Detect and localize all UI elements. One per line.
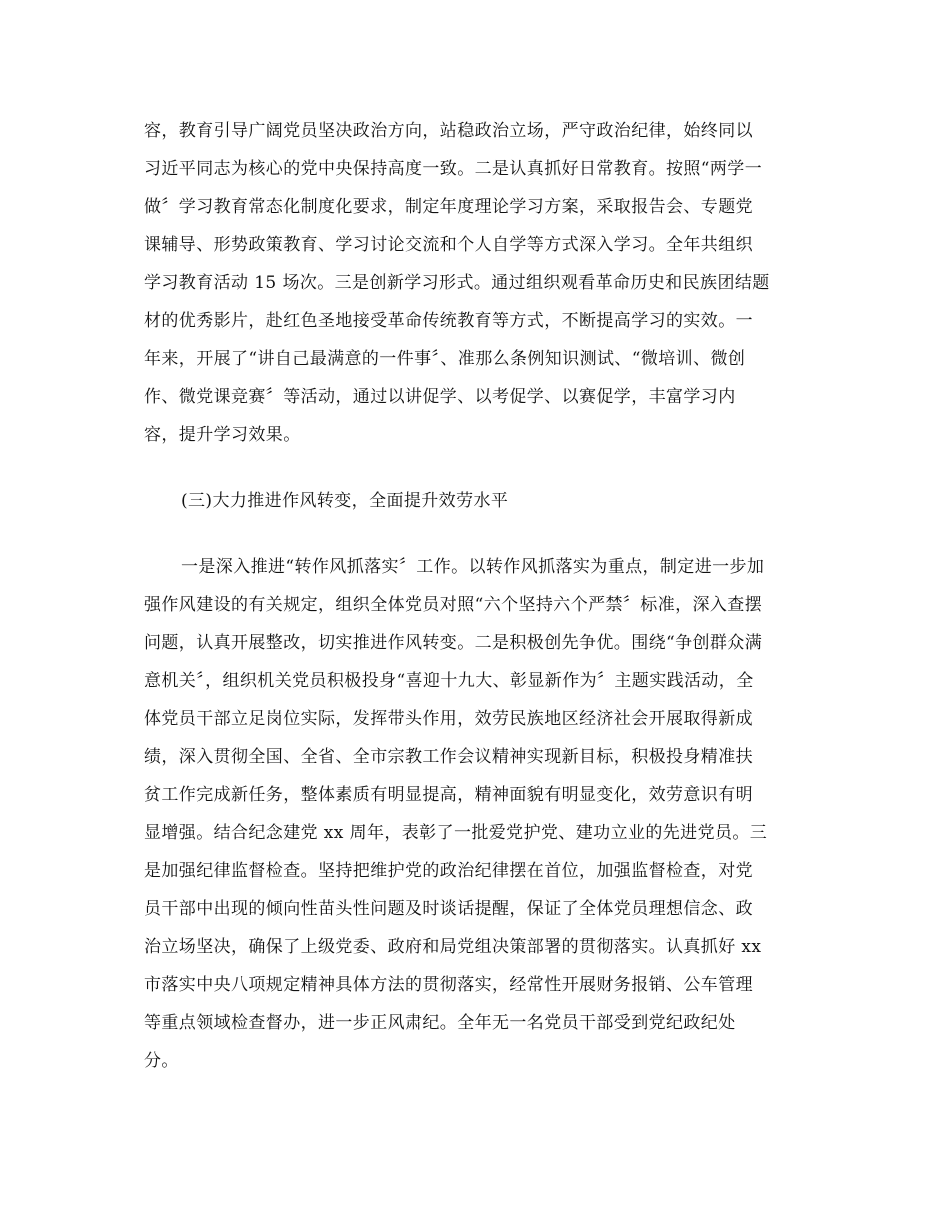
paragraph-2-line-10: 员干部中出现的倾向性苗头性问题及时谈话提醒，保证了全体党员理想信念、政 xyxy=(144,899,753,919)
paragraph-2-line-8: 显增强。结合纪念建党 xx 周年，表彰了一批爱党护党、建功立业的先进党员。三 xyxy=(144,823,768,843)
paragraph-2-line-1: 一是深入推进“转作风抓落实〞工作。以转作风抓落实为重点，制定进一步加 xyxy=(181,557,765,577)
paragraph-2-line-9: 是加强纪律监督检查。坚持把维护党的政治纪律摆在首位，加强监督检查，对党 xyxy=(144,861,753,881)
paragraph-2-line-7: 贫工作完成新任务，整体素质有明显提高，精神面貌有明显变化，效劳意识有明 xyxy=(144,785,753,805)
paragraph-1-line-8: 作、微党课竞赛〞等活动，通过以讲促学、以考促学、以赛促学，丰富学习内 xyxy=(144,387,736,407)
paragraph-2-line-6: 绩，深入贯彻全国、全省、全市宗教工作会议精神实现新目标，积极投身精准扶 xyxy=(144,747,753,767)
paragraph-1-line-2: 习近平同志为核心的党中央保持高度一致。二是认真抓好日常教育。按照“两学一 xyxy=(144,159,763,179)
paragraph-1-line-4: 课辅导、形势政策教育、学习讨论交流和个人自学等方式深入学习。全年共组织 xyxy=(144,235,753,255)
paragraph-2-line-5: 体党员干部立足岗位实际，发挥带头作用，效劳民族地区经济社会开展取得新成 xyxy=(144,709,753,729)
paragraph-1-line-5: 学习教育活动 15 场次。三是创新学习形式。通过组织观看革命历史和民族团结题 xyxy=(144,273,770,293)
paragraph-2-line-2: 强作风建设的有关规定，组织全体党员对照“六个坚持六个严禁〞标准，深入查摆 xyxy=(144,595,763,615)
paragraph-2-line-4: 意机关〞，组织机关党员积极投身“喜迎十九大、彰显新作为〞主题实践活动，全 xyxy=(144,671,754,691)
paragraph-1-line-9: 容，提升学习效果。 xyxy=(144,425,301,445)
paragraph-2-line-3: 问题，认真开展整改，切实推进作风转变。二是积极创先争优。围绕“争创群众满 xyxy=(144,633,763,653)
section-heading: (三)大力推进作风转变，全面提升效劳水平 xyxy=(181,491,509,511)
paragraph-1-line-6: 材的优秀影片，赴红色圣地接受革命传统教育等方式，不断提高学习的实效。一 xyxy=(144,311,753,331)
paragraph-2-line-14: 分。 xyxy=(144,1051,179,1071)
paragraph-2-line-11: 治立场坚决，确保了上级党委、政府和局党组决策部署的贯彻落实。认真抓好 xx xyxy=(144,937,762,957)
paragraph-2-line-13: 等重点领域检查督办，进一步正风肃纪。全年无一名党员干部受到党纪政纪处 xyxy=(144,1013,736,1033)
paragraph-1-line-3: 做〞学习教育常态化制度化要求，制定年度理论学习方案，采取报告会、专题党 xyxy=(144,197,753,217)
paragraph-1-line-1: 容，教育引导广阔党员坚决政治方向，站稳政治立场，严守政治纪律，始终同以 xyxy=(144,121,753,141)
paragraph-2-line-12: 市落实中央八项规定精神具体方法的贯彻落实，经常性开展财务报销、公车管理 xyxy=(144,975,753,995)
paragraph-1-line-7: 年来，开展了“讲自己最满意的一件事〞、准那么条例知识测试、“微培训、微创 xyxy=(144,349,746,369)
